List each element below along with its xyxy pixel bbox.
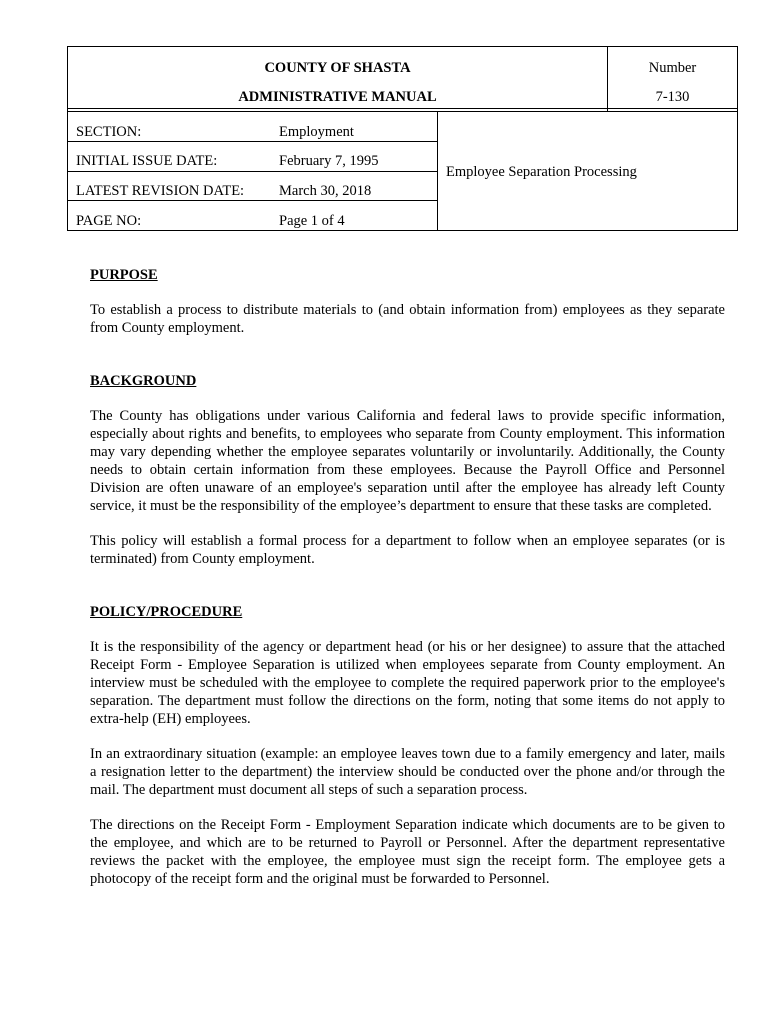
policy-paragraph-2: In an extraordinary situation (example: an employee leaves town due to a family emergency and later, mails a resignation letter to the department) the interview should be conducted over the phone and/or through the mail. The department must document all steps of such a separation process. [90, 746, 725, 798]
policy-heading: POLICY/PROCEDURE [90, 604, 243, 620]
county-title: COUNTY OF SHASTA [264, 60, 411, 76]
header-rule-row3 [68, 200, 437, 201]
section-value: Employment [279, 124, 354, 140]
header-rule-top-double [68, 111, 737, 112]
revision-date-label: LATEST REVISION DATE: [76, 183, 245, 199]
header-table [67, 46, 738, 231]
purpose-heading: PURPOSE [90, 267, 158, 283]
manual-title: ADMINISTRATIVE MANUAL [238, 89, 437, 105]
number-label: Number [648, 60, 697, 76]
page-no-value: Page 1 of 4 [279, 213, 345, 229]
section-label: SECTION: [76, 124, 142, 140]
document-body [90, 266, 725, 905]
background-heading: BACKGROUND [90, 373, 197, 389]
background-paragraph-1: The County has obligations under various California and federal laws to provide specific information, especially about rights and benefits, to employees who separate from County employment. This information may vary depending whether the employee separates voluntarily or involuntarily. Additionally, the County needs to obtain certain information from these employees. Because the Payroll Office and Personnel Division are often unaware of an employee's separation until after the employee has already left County service, it must be the responsibility of the employee’s department to ensure that these tasks are completed. [90, 408, 725, 514]
issue-date-label: INITIAL ISSUE DATE: [76, 153, 218, 169]
issue-date-value: February 7, 1995 [279, 153, 379, 169]
purpose-paragraph: To establish a process to distribute materials to (and obtain information from) employees as they separate from County employment. [90, 302, 725, 336]
header-divider-subject [437, 111, 438, 231]
page-no-label: PAGE NO: [76, 213, 142, 229]
revision-date-value: March 30, 2018 [279, 183, 372, 199]
header-rule-row1 [68, 141, 437, 142]
background-paragraph-2: This policy will establish a formal process for a department to follow when an employee separates (or is terminated) from County employment. [90, 533, 725, 567]
policy-paragraph-3: The directions on the Receipt Form - Employment Separation indicate which documents are to be given to the employee, and which are to be returned to Payroll or Personnel. After the department representative reviews the packet with the employee, the employee must sign the receipt form. The employee gets a photocopy of the receipt form and the original must be forwarded to Personnel. [90, 817, 725, 887]
header-rule-row2 [68, 171, 437, 172]
header-rule-top [68, 108, 737, 109]
number-value: 7-130 [655, 89, 690, 105]
subject-title: Employee Separation Processing [446, 164, 637, 180]
policy-paragraph-1: It is the responsibility of the agency or department head (or his or her designee) to assure that the attached Receipt Form - Employee Separation is utilized when employees separate from County employment. An interview must be scheduled with the employee to complete the required paperwork prior to the employee's separation. The department must follow the directions on the form, noting that some items do not apply to extra-help (EH) employees. [90, 639, 725, 727]
